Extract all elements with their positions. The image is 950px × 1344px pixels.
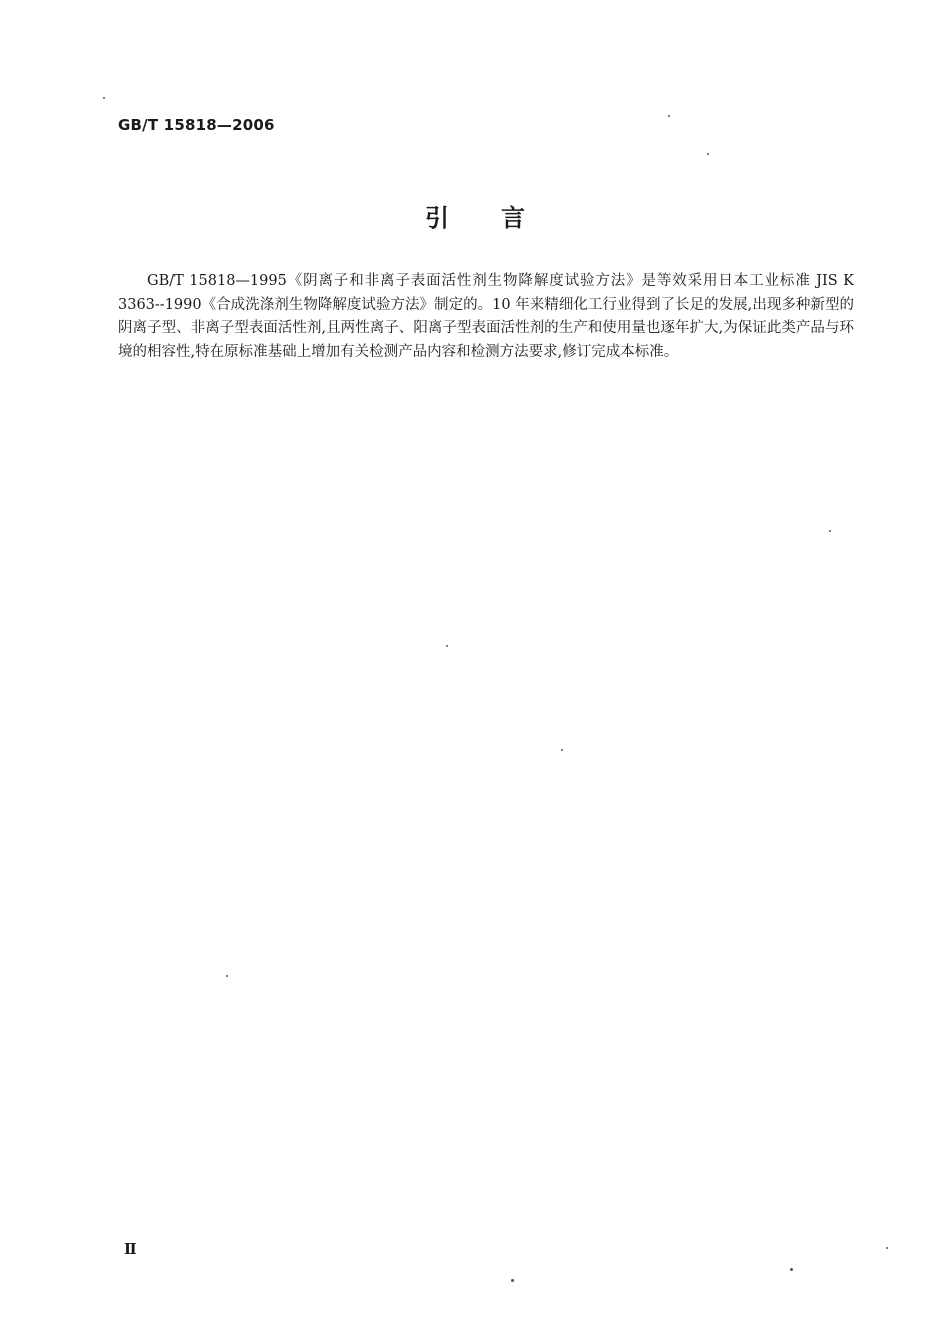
scan-speck <box>561 749 563 751</box>
scan-speck <box>790 1268 793 1271</box>
section-title: 引言 <box>425 204 577 232</box>
scan-speck <box>886 1247 888 1249</box>
scan-speck <box>446 645 448 647</box>
scan-speck <box>226 975 228 977</box>
scan-speck <box>829 530 831 532</box>
scan-speck <box>511 1279 514 1282</box>
standard-code: GB/T 15818—2006 <box>118 116 275 134</box>
scan-speck <box>103 97 105 99</box>
page-number: Ⅱ <box>124 1240 137 1258</box>
scan-speck <box>707 153 709 155</box>
scan-speck <box>668 115 670 117</box>
intro-paragraph: GB/T 15818—1995《阴离子和非离子表面活性剂生物降解度试验方法》是等效采用日本工业标准 JIS K 3363--1990《合成洗涤剂生物降解度试验方法》制定的。10 年来精细化工行业得到了长足的发展,出现多种新型的阴离子型、非离子型表面活性剂,且两性离子、阳离子型表面活性剂的生产和使用量也逐年扩大,为保证此类产品与环境的相容性,特在原标准基础上增加有关检测产品内容和检测方法要求,修订完成本标准。 <box>118 273 854 360</box>
